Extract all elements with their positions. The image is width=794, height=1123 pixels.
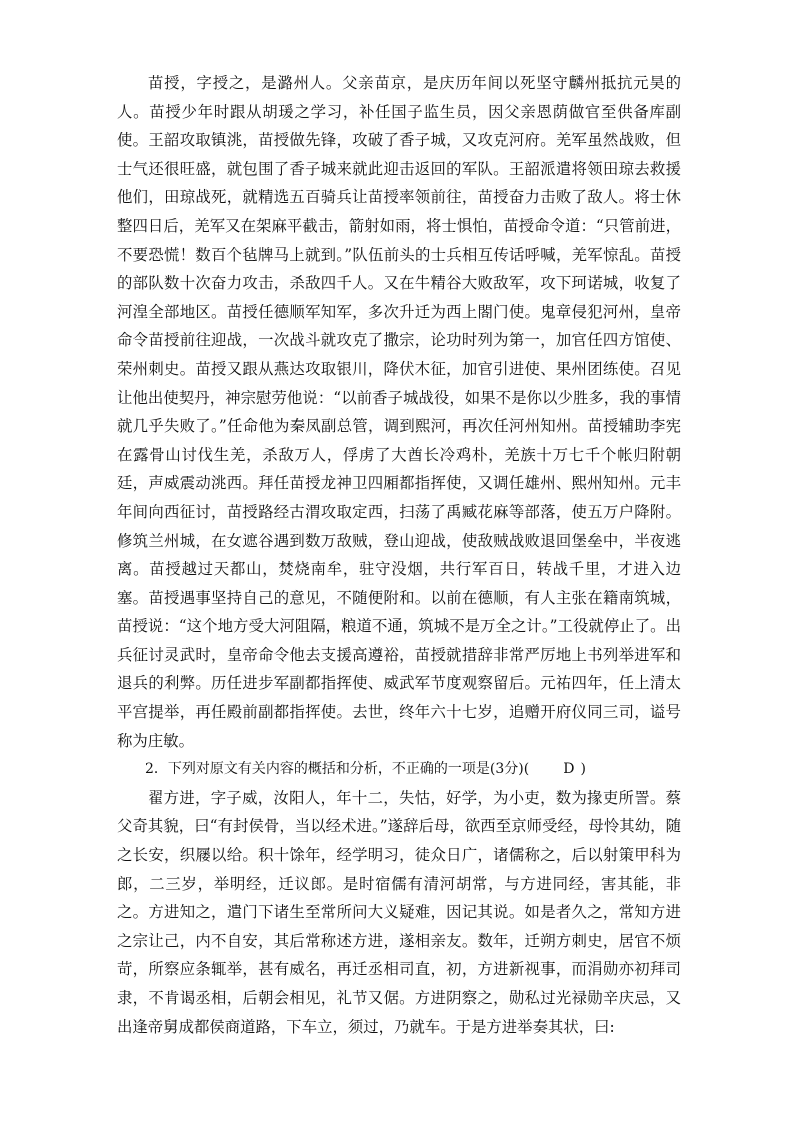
document-body xyxy=(117,69,681,1041)
question-2 xyxy=(117,755,681,784)
biography-paragraph-miao-shou: 苗授，字授之，是潞州人。父亲苗京，是庆历年间以死坚守麟州抵抗元昊的人。苗授少年时跟从胡瑗之学习，补任国子监生员，因父亲恩荫做官至供备库副使。王韶攻取镇洮，苗授做先锋，攻破了香子城，又攻克河府。羌军虽然战败，但士气还很旺盛，就包围了香子城来就此迎击返回的军队。王韶派遣将领田琼去救援他们，田琼战死，就精选五百骑兵让苗授率领前往，苗授奋力击败了敌人。将士休整四日后，羌军又在架麻平截击，箭射如雨，将士惧怕，苗授命令道：“只管前进，不要恐慌！数百个毡牌马上就到。”队伍前头的士兵相互传话呼喊，羌军惊乱。苗授的部队数十次奋力攻击，杀敌四千人。又在牛精谷大败敌军，攻下珂诺城，收复了河湟全部地区。苗授任德顺军知军，多次升迁为西上閤门使。鬼章侵犯河州，皇帝命令苗授前往迎战，一次战斗就攻克了撒宗，论功时列为第一，加官任四方馆使、荣州刺史。苗授又跟从燕达攻取银川，降伏木征，加官引进使、果州团练使。召见让他出使契丹，神宗慰劳他说：“以前香子城战役，如果不是你以少胜多，我的事情就几乎失败了。”任命他为秦凤副总管，调到熙河，再次任河州知州。苗授辅助李宪在露骨山讨伐生羌，杀敌万人，俘虏了大酋长冷鸡朴，羌族十万七千个帐归附朝廷，声威震动洮西。拜任苗授龙神卫四厢都指挥使，又调任雄州、熙州知州。元丰年间向西征讨，苗授路经古渭攻取定西，扫荡了禹臧花麻等部落，使五万户降附。修筑兰州城，在女遮谷遇到数万敌贼，登山迎战，使敌贼战败退回堡垒中，半夜逃离。苗授越过天都山，焚烧南牟，驻守没烟，共行军百日，转战千里，才进入边塞。苗授遇事坚持自己的意见，不随便附和。以前在德顺，有人主张在籍南筑城，苗授说：“这个地方受大河阻隔，粮道不通，筑城不是万全之计。”工役就停止了。出兵征讨灵武时，皇帝命令他去支援高遵裕，苗授就措辞非常严厉地上书列举进军和退兵的利弊。历任进步军副都指挥使、威武军节度观察留后。元祐四年，任上清太平宫提举，再任殿前副都指挥使。去世，终年六十七岁，追赠开府仪同三司，谥号称为庄敏。 xyxy=(117,74,681,750)
question-answer: D xyxy=(563,761,575,778)
classical-text-paragraph-zhai-fangjin: 翟方进，字子威，汝阳人，年十二，失怙，好学，为小吏，数为掾吏所詈。蔡父奇其貌，曰“有封侯骨，当以经术进。”遂辞后母，欲西至京师受经，母怜其幼，随之长安，织屦以给。积十馀年，经学明习，徒众日广，诸儒称之，后以射策甲科为郎，二三岁，举明经，迁议郎。是时宿儒有清河胡常，与方进同经，害其能，非之。方进知之，遣门下诸生至常所问大义疑难，因记其说。如是者久之，常知方进之宗让己，内不自安，其后常称述方进，遂相亲友。数年，迁朔方刺史，居官不烦苛，所察应条辄举，甚有威名，再迁丞相司直，初，方进新视事，而涓勋亦初拜司隶，不肯谒丞相，后朝会相见，礼节又倨。方进阴察之，勋私过光禄勋辛庆忌，又出逢帝舅成都侯商道路，下车立，须过，乃就车。于是方进举奏其状，曰: xyxy=(117,788,681,1036)
question-text: 2．下列对原文有关内容的概括和分析，不正确的一项是(3分)( xyxy=(145,761,530,778)
question-close-paren: ) xyxy=(580,761,586,778)
